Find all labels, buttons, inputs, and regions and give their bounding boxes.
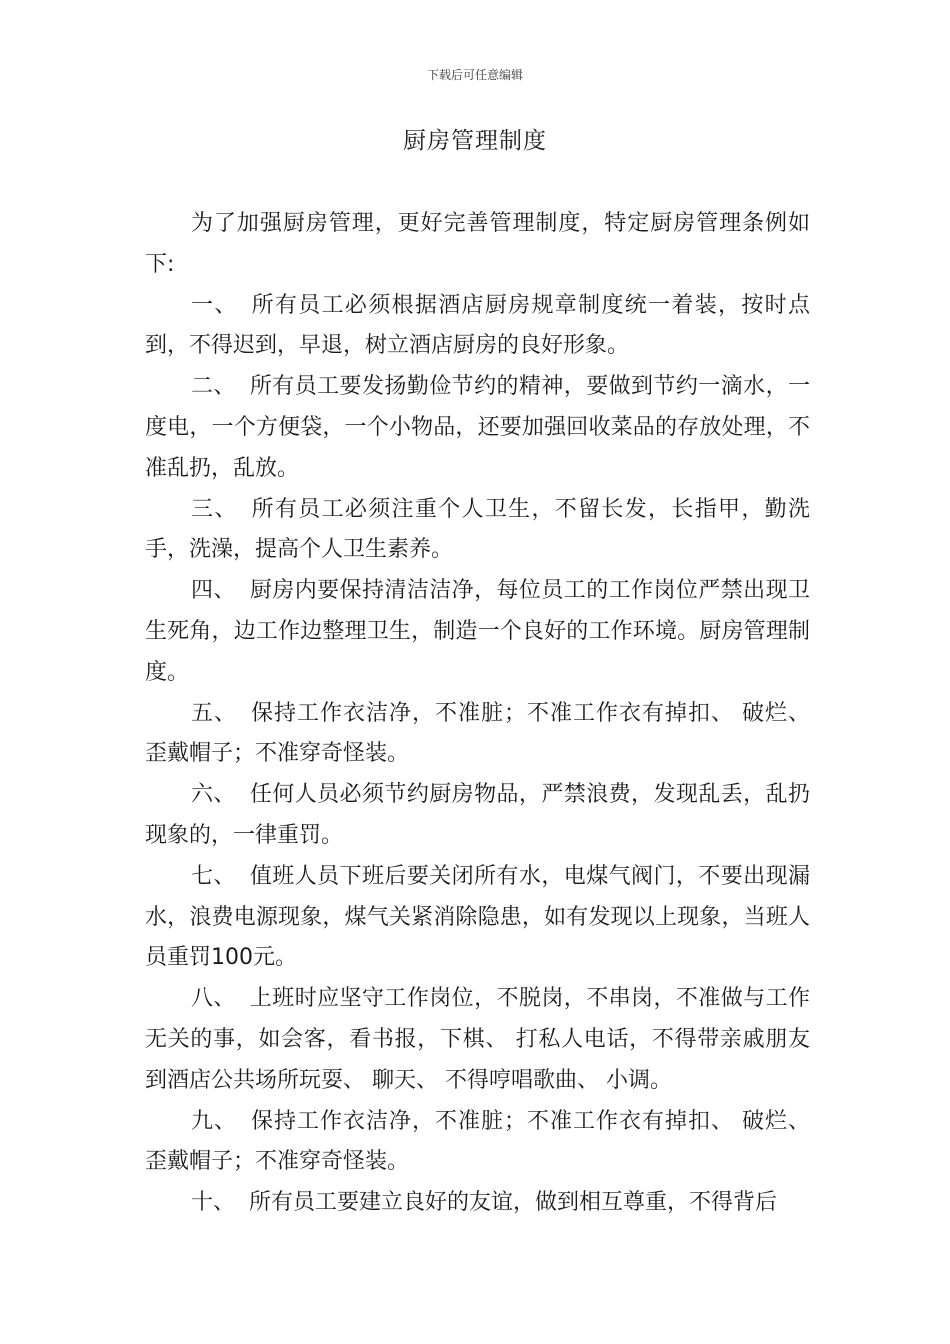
rule-text: 所有员工要建立良好的友谊，做到相互尊重，不得背后 xyxy=(249,1190,778,1216)
rule-number: 十、 xyxy=(191,1190,236,1216)
rule-number: 三、 xyxy=(191,496,238,522)
rule-item-5 xyxy=(145,694,810,776)
rule-item-8 xyxy=(145,979,810,1101)
intro-paragraph: 为了加强厨房管理，更好完善管理制度，特定厨房管理条例如下: xyxy=(145,211,810,277)
header-note: 下载后可任意编辑 xyxy=(426,68,523,82)
rule-text: 厨房内要保持清洁洁净，每位员工的工作岗位严禁出现卫生死角，边工作边整理卫生，制造一个良好的工作环境。厨房管理制度。 xyxy=(145,578,810,685)
rule-text: 所有员工要发扬勤俭节约的精神，要做到节约一滴水，一度电，一个方便袋，一个小物品，还要加强回收菜品的存放处理，不准乱扔，乱放。 xyxy=(145,374,810,481)
rule-item-4 xyxy=(145,571,810,693)
rule-number: 一、 xyxy=(191,292,238,318)
rule-text: 保持工作衣洁净，不准脏；不准工作衣有掉扣、 破烂、 歪戴帽子；不准穿奇怪装。 xyxy=(145,1108,810,1175)
rule-item-3 xyxy=(145,490,810,572)
rule-text: 所有员工必须根据酒店厨房规章制度统一着装，按时点到，不得迟到，早退，树立酒店厨房的良好形象。 xyxy=(145,292,810,359)
rule-item-1 xyxy=(145,286,810,368)
rule-item-10 xyxy=(145,1183,810,1224)
rule-number: 八、 xyxy=(191,986,236,1012)
rule-text: 上班时应坚守工作岗位，不脱岗，不串岗，不准做与工作无关的事，如会客，看书报，下棋、 打私人电话，不得带亲戚朋友到酒店公共场所玩耍、 聊天、 不得哼唱歌曲、 小调。 xyxy=(145,986,810,1093)
rule-text: 任何人员必须节约厨房物品，严禁浪费，发现乱丢，乱扔现象的，一律重罚。 xyxy=(145,782,810,848)
document-body xyxy=(145,204,810,1224)
rule-item-2 xyxy=(145,367,810,489)
rule-number: 五、 xyxy=(191,700,237,726)
rule-text: 所有员工必须注重个人卫生，不留长发，长指甲，勤洗手，洗澡，提高个人卫生素养。 xyxy=(145,496,810,563)
rule-number: 九、 xyxy=(191,1108,237,1134)
page-title: 厨房管理制度 xyxy=(403,128,547,154)
rule-item-7 xyxy=(145,857,810,979)
rule-item-6 xyxy=(145,775,810,857)
rule-text: 保持工作衣洁净，不准脏；不准工作衣有掉扣、 破烂、 歪戴帽子；不准穿奇怪装。 xyxy=(145,700,810,767)
rule-item-9 xyxy=(145,1102,810,1184)
rule-number: 六、 xyxy=(191,782,236,808)
rule-number: 七、 xyxy=(191,863,236,889)
rule-number: 四、 xyxy=(191,578,236,604)
rule-text: 值班人员下班后要关闭所有水，电煤气阀门，不要出现漏水，浪费电源现象，煤气关紧消除隐患，如有发现以上现象，当班人员重罚100元。 xyxy=(145,863,810,971)
rule-number: 二、 xyxy=(191,374,236,400)
